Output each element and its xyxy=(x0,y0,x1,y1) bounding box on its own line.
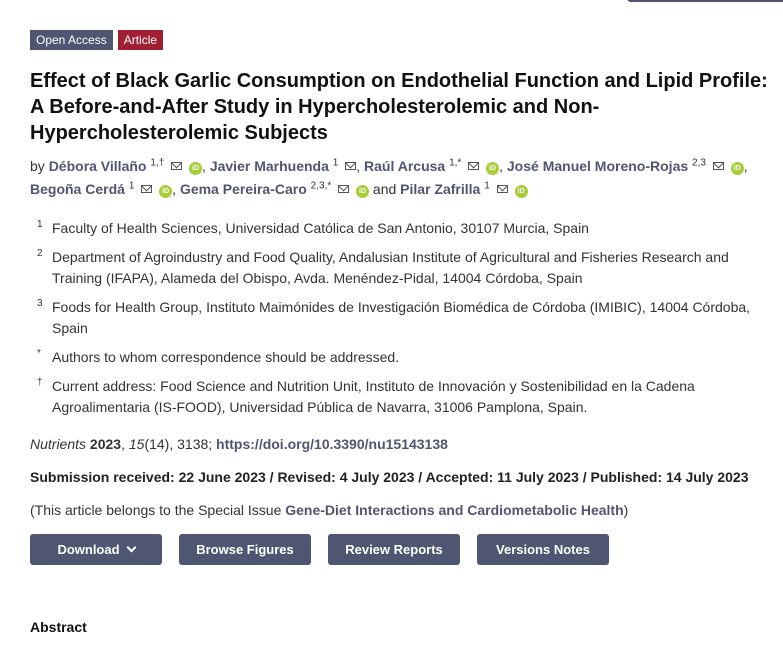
affiliation-mark: * xyxy=(37,348,41,359)
top-nav-tab[interactable] xyxy=(627,0,783,2)
review-reports-button[interactable]: Review Reports xyxy=(328,534,460,565)
affiliation-item xyxy=(30,297,780,339)
affiliation-item xyxy=(30,247,780,289)
email-icon[interactable] xyxy=(345,162,356,170)
browse-figures-button[interactable]: Browse Figures xyxy=(179,534,311,565)
author-affiliation-sup: 1 xyxy=(128,180,135,192)
author-name[interactable]: Raúl Arcusa xyxy=(364,158,446,174)
affiliation-mark: † xyxy=(37,377,43,388)
affiliation-mark: 1 xyxy=(37,219,43,230)
orcid-icon[interactable]: iD xyxy=(731,162,744,175)
article-title: Effect of Black Garlic Consumption on Endothelial Function and Lipid Profile: A Before-and-After Study in Hypercholesterolemic and Non-Hypercholesterolemic Subjects xyxy=(30,70,768,144)
affiliation-item xyxy=(30,376,780,418)
author-name[interactable]: Javier Marhuenda xyxy=(209,158,329,174)
affiliation-text: Foods for Health Group, Instituto Maimónides de Investigación Biomédica de Córdoba (IMIBIC), 14004 Córdoba, Spain xyxy=(52,299,751,336)
affiliation-text: Department of Agroindustry and Food Quality, Andalusian Institute of Agricultural and Fisheries Research and Training (IFAPA), Alameda del Obispo, Avda. Menéndez-Pidal, 14004 Córdoba, Spain xyxy=(52,249,729,286)
by-label: by xyxy=(30,158,45,174)
action-buttons xyxy=(30,534,626,565)
author-name[interactable]: José Manuel Moreno-Rojas xyxy=(506,158,689,174)
special-issue-prefix: (This article belongs to the Special Issue xyxy=(30,502,286,518)
versions-notes-button[interactable]: Versions Notes xyxy=(477,534,609,565)
email-icon[interactable] xyxy=(468,162,479,170)
special-issue-note xyxy=(30,502,628,518)
author-affiliation-sup: 1,* xyxy=(449,157,462,169)
download-button[interactable] xyxy=(30,534,162,565)
citation-pages: , 3138; xyxy=(169,436,217,452)
orcid-icon[interactable]: iD xyxy=(356,185,369,198)
special-issue-link[interactable]: Gene-Diet Interactions and Cardiometabolic Health xyxy=(285,502,624,518)
citation-volume: 15 xyxy=(128,436,145,452)
author-affiliation-sup: 2,3 xyxy=(692,157,706,169)
author-affiliation-sup: 1 xyxy=(332,157,339,169)
author-list: by Débora Villaño $^{1,\dagger}$ iD , Javier Marhuenda $^1$ , Raúl Arcusa $^{1,*}$ iD , José Manuel Moreno-Rojas $^{2,3}$ iD , Begoña Cerdá $^1$ iD , Gema Pereira-Caro $^{2,3,*}$ iD and Pilar Zafrilla $^1$ iD xyxy=(30,157,748,197)
article-type-badge: Article xyxy=(118,30,163,50)
journal-name: Nutrients xyxy=(30,436,87,452)
email-icon[interactable] xyxy=(141,185,152,193)
affiliation-mark: 3 xyxy=(37,298,43,309)
orcid-icon[interactable]: iD xyxy=(159,185,172,198)
special-issue-suffix: ) xyxy=(623,502,629,518)
orcid-icon[interactable]: iD xyxy=(189,162,202,175)
article-badges xyxy=(30,30,163,50)
affiliation-item xyxy=(30,347,780,368)
orcid-icon[interactable]: iD xyxy=(515,185,528,198)
doi-link[interactable]: https://doi.org/10.3390/nu15143138 xyxy=(216,436,448,452)
download-label: Download xyxy=(57,542,120,557)
citation: Nutrients 2023, 15(14), 3138; https://doi.org/10.3390/nu15143138 xyxy=(30,436,448,452)
affiliation-item xyxy=(30,218,780,239)
orcid-icon[interactable]: iD xyxy=(486,162,499,175)
author-affiliation-sup: 2,3,* xyxy=(310,180,332,192)
citation-issue: (14) xyxy=(144,436,170,452)
affiliation-text: Current address: Food Science and Nutrition Unit, Instituto de Innovación y Sostenibilidad en la Cadena Agroalimentaria (IS-FOOD), Universidad Pública de Navarra, 31006 Pamplona, Spain. xyxy=(52,378,695,415)
affiliation-mark: 2 xyxy=(37,248,43,259)
affiliations-list xyxy=(30,218,780,426)
abstract-heading: Abstract xyxy=(30,619,87,635)
email-icon[interactable] xyxy=(171,162,182,170)
author-name[interactable]: Begoña Cerdá xyxy=(30,181,125,197)
citation-year: 2023 xyxy=(89,436,122,452)
chevron-down-icon xyxy=(126,543,136,553)
author-affiliation-sup: 1 xyxy=(484,180,490,192)
open-access-badge[interactable]: Open Access xyxy=(30,30,113,50)
email-icon[interactable] xyxy=(338,185,349,193)
and-label: and xyxy=(372,181,397,197)
author-affiliation-sup: 1,† xyxy=(150,157,165,169)
email-icon[interactable] xyxy=(713,162,724,170)
author-name[interactable]: Gema Pereira-Caro xyxy=(179,181,307,197)
affiliation-text: Faculty of Health Sciences, Universidad Católica de San Antonio, 30107 Murcia, Spain xyxy=(52,220,589,236)
author-name[interactable]: Pilar Zafrilla xyxy=(400,181,481,197)
submission-dates: Submission received: 22 June 2023 / Revised: 4 July 2023 / Accepted: 11 July 2023 / Published: 14 July 2023 xyxy=(30,469,749,485)
author-name[interactable]: Débora Villaño xyxy=(48,158,147,174)
affiliation-text: Authors to whom correspondence should be addressed. xyxy=(52,349,400,365)
email-icon[interactable] xyxy=(497,185,508,193)
